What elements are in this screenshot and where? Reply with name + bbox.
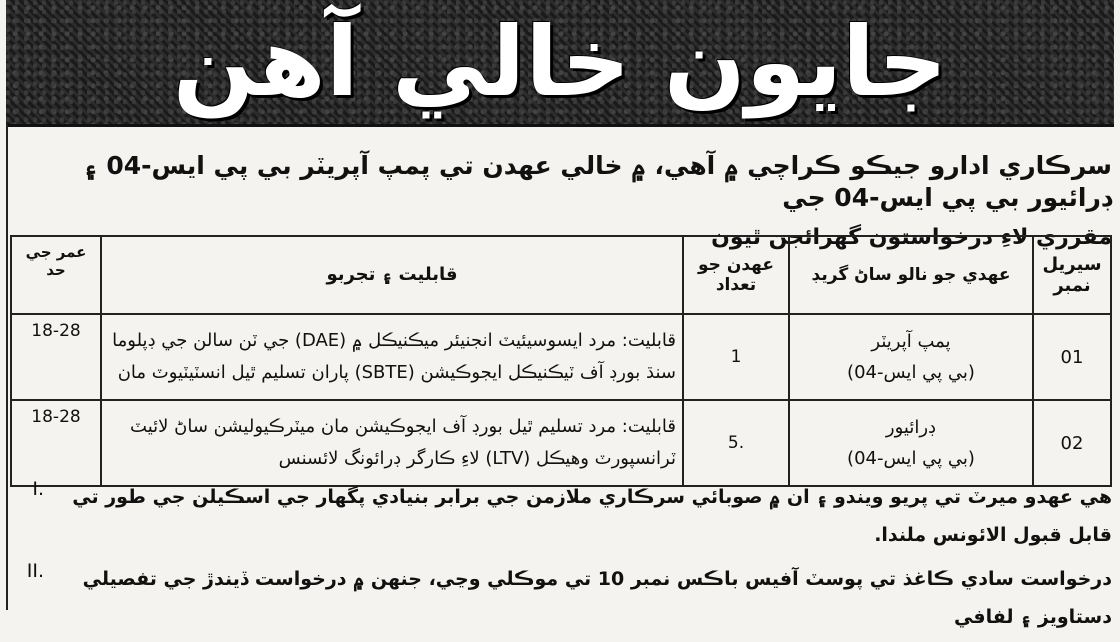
table-row [11,400,1111,486]
note-number: .II [26,560,44,582]
header-qualification: قابليت ۽ تجربو [101,236,683,314]
banner [6,0,1114,127]
header-serial: سيريل نمبر [1033,236,1111,314]
cell-qualification: قابليت: مرد ايسوسيئيٽ انجنيئر ميڪنيڪل ۾ (DAE) جي ٽن سالن جي ڊپلوما سنڌ بورڊ آف ٽيڪنيڪل ايجوڪيشن (SBTE) پاران تسليم ٿيل انسٽيٽيوٽ مان [101,314,683,400]
cell-age: 18-28 [11,400,101,486]
post-grade: (بي پي ايس-04) [847,362,975,383]
jobs-table [10,235,1112,487]
intro-line-2: مقرري لاءِ درخواستون گهرائجن ٿيون [711,225,1112,250]
cell-post [789,314,1033,400]
table-header-row [11,236,1111,314]
post-name: ڊرائيور [885,417,937,438]
cell-age: 18-28 [11,314,101,400]
cell-post [789,400,1033,486]
cell-count: .5 [683,400,789,486]
note-text: درخواست سادي ڪاغذ تي پوسٽ آفيس باڪس نمبر 10 تي موڪلي وڃي، جنهن ۾ درخواست ڏيندڙ جي تفصيلي دستاويز ۽ لفافي [82,568,1112,628]
post-name: پمپ آپريٽر [871,331,951,352]
cell-qualification: قابليت: مرد تسليم ٿيل بورڊ آف ايجوڪيشن مان ميٽرڪيوليشن ساڻ لائيٽ ٽرانسپورٽ وهيڪل (LTV) لاءِ ڪارگر ڊرائونگ لائسنس [101,400,683,486]
page-left-rule [6,124,8,610]
note-text: هي عهدو ميرٽ تي پريو ويندو ۽ ان ۾ صوبائي سرڪاري ملازمن جي برابر بنيادي پگهار جي اسڪيلن جي طور تي قابل قبول الائونس ملندا. [72,486,1112,546]
table-row [11,314,1111,400]
intro-line-1: سرڪاري ادارو جيڪو ڪراچي ۾ آهي، ۾ خالي عهدن تي پمپ آپريٽر بي پي ايس-04 ۽ ڊرائيور بي پي ايس-04 جي [83,151,1112,212]
header-count: عهدن جو تعداد [683,236,789,314]
header-age: عمر جي حد [11,236,101,314]
list-item [10,478,1112,554]
post-grade: (بي پي ايس-04) [847,448,975,469]
cell-count: 1 [683,314,789,400]
list-item [10,560,1112,636]
page-title: جايون خالي آهن [172,6,948,118]
note-number: .I [32,478,44,500]
cell-serial: 01 [1033,314,1111,400]
notes-list [10,478,1112,642]
header-post: عهدي جو نالو ساڻ گريڊ [789,236,1033,314]
cell-serial: 02 [1033,400,1111,486]
